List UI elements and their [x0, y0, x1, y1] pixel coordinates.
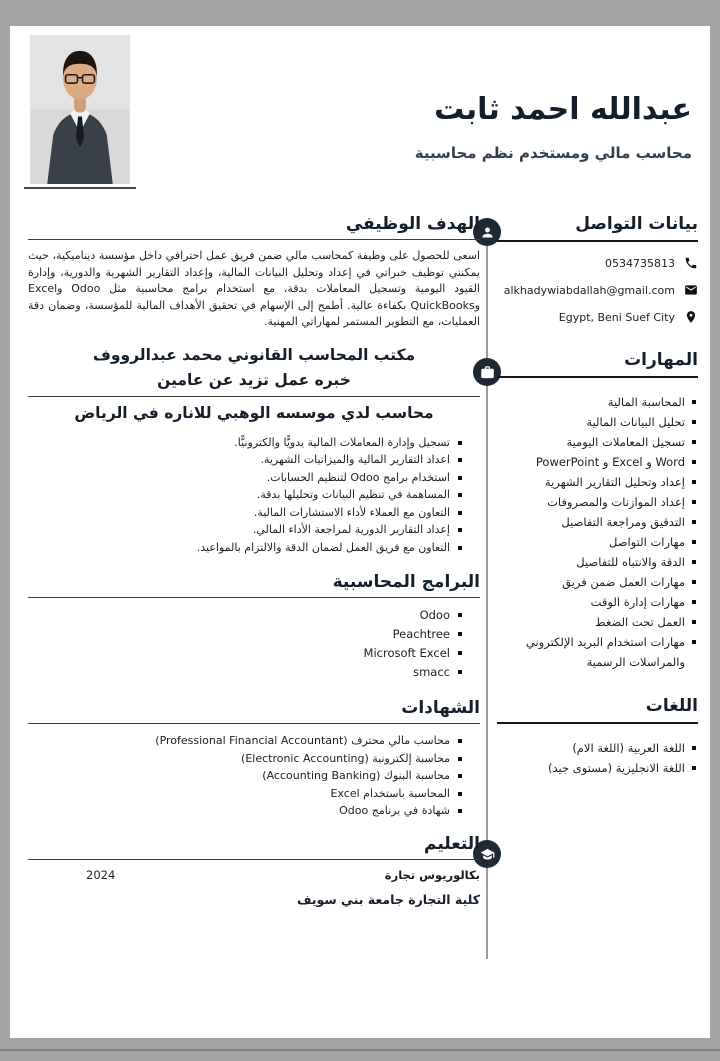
objective-text: اسعى للحصول على وظيفة كمحاسب مالي ضمن فريق عمل احترافي داخل مؤسسة ديناميكية، حيث يمكنني توظيف خبراتي في إعداد وتحليل البيانات المالية، وإعداد التقارير الشهرية والدورية، وإدارة القيود اليومية وتسجيل المعاملات بدقة، مع استخدام برامج محاسبية مثل Odoo وExcel وQuickBooks بكفاءة عالية. أطمح إلى الإسهام في تحقيق الأهداف المالية للمؤسسة، وضمان دقة العمليات، مع التطوير المستمر لمهاراتي المهنية. [28, 249, 480, 328]
languages-section [497, 696, 698, 778]
skills-title: المهارات [497, 350, 698, 378]
language-item: اللغة العربية (اللغة الام) [497, 738, 698, 758]
contact-section [497, 214, 698, 324]
skill-item: تسجيل المعاملات اليومية [497, 432, 698, 452]
skill-item: إعداد وتحليل التقارير الشهرية [497, 472, 698, 492]
page-title: عبدالله احمد ثابت [434, 92, 692, 127]
certificates-section [28, 698, 480, 820]
certificates-title: الشهادات [401, 698, 480, 718]
experience-item: التعاون مع العملاء لأداء الاستشارات المالية. [28, 504, 462, 522]
phone-value[interactable]: 0534735813 [605, 256, 675, 270]
section-divider [28, 239, 480, 240]
education-school: كلية التجارة جامعة بني سويف [296, 891, 480, 907]
experience-item: تسجيل وإدارة المعاملات المالية يدويًّا والكترونيًّا. [28, 434, 462, 452]
location-row [497, 310, 698, 324]
languages-list [497, 738, 698, 778]
experience-item: اعداد التقارير المالية والميزانيات الشهرية. [28, 451, 462, 469]
programs-section [28, 572, 480, 682]
skill-item: مهارات استخدام البريد الإلكتروني والمراسلات الرسمية [497, 632, 698, 672]
skill-item: تحليل البيانات المالية [497, 412, 698, 432]
education-year: 2024 [86, 867, 116, 882]
phone-row [497, 256, 698, 270]
job-title: محاسب مالي ومستخدم نظم محاسبية [414, 144, 692, 162]
map-pin-icon [684, 310, 698, 324]
main-column [28, 214, 480, 907]
envelope-icon [684, 283, 698, 297]
languages-title: اللغات [497, 696, 698, 724]
skill-item: الدقة والانتباه للتفاصيل [497, 552, 698, 572]
email-row [497, 283, 698, 297]
certificate-item: محاسبة إلكترونية (Electronic Accounting) [28, 750, 462, 768]
email-value[interactable]: alkhadywiabdallah@gmail.com [503, 283, 675, 297]
section-divider [28, 597, 480, 598]
certificate-item: محاسب مالي محترف (Professional Financial Accountant) [28, 732, 462, 750]
experience-role: محاسب لدي موسسه الوهبي للاناره في الرياض [74, 403, 434, 422]
skills-section [497, 350, 698, 672]
sidebar [497, 214, 698, 802]
experience-item: المساهمة في تنظيم البيانات وتحليلها بدقة. [28, 486, 462, 504]
language-item: اللغة الانجليزية (مستوى جيد) [497, 758, 698, 778]
program-item: Peachtree [28, 625, 462, 644]
programs-title: البرامج المحاسبية [332, 572, 480, 592]
programs-list [28, 606, 480, 682]
certificates-list [28, 732, 480, 820]
skills-list [497, 392, 698, 672]
certificate-item: محاسبة البنوك (Accounting Banking) [28, 767, 462, 785]
skill-item: مهارات التواصل [497, 532, 698, 552]
section-divider [28, 859, 480, 860]
education-degree: بكالوريوس تجارة [384, 867, 480, 882]
program-item: smacc [28, 663, 462, 682]
education-title: التعليم [424, 833, 480, 854]
header-divider [24, 187, 136, 189]
experience-section [28, 343, 480, 557]
experience-employer: مكتب المحاسب القانوني محمد عبدالرووف [92, 345, 416, 364]
skill-item: العمل تحت الضغط [497, 612, 698, 632]
section-divider [28, 723, 480, 724]
objective-title: الهدف الوظيفي [345, 214, 480, 234]
contact-title: بيانات التواصل [497, 214, 698, 242]
experience-item: التعاون مع فريق العمل لضمان الدقة والالتزام بالمواعيد. [28, 539, 462, 557]
skill-item: المحاسبة المالية [497, 392, 698, 412]
skill-item: مهارات إدارة الوقت [497, 592, 698, 612]
resume-page [10, 26, 710, 1038]
program-item: Microsoft Excel [28, 644, 462, 663]
experience-list [28, 434, 480, 557]
certificate-item: المحاسبة باستخدام Excel [28, 785, 462, 803]
program-item: Odoo [28, 606, 462, 625]
skill-item: التدقيق ومراجعة التفاصيل [497, 512, 698, 532]
location-value: Egypt, Beni Suef City [558, 310, 675, 324]
experience-item: إعداد التقارير الدورية لمراجعة الأداء المالي. [28, 521, 462, 539]
portrait-illustration [30, 35, 130, 184]
skill-item: مهارات العمل ضمن فريق [497, 572, 698, 592]
timeline [486, 222, 488, 959]
education-degree-row [28, 868, 480, 882]
phone-icon [684, 256, 698, 270]
viewer-bottom-edge [0, 1049, 720, 1051]
education-section [28, 834, 480, 907]
profile-photo [30, 35, 130, 184]
skill-item: إعداد الموازنات والمصروفات [497, 492, 698, 512]
certificate-item: شهادة في برنامج Odoo [28, 802, 462, 820]
skill-item: Word و Excel و PowerPoint [497, 452, 698, 472]
experience-item: استخدام برامج Odoo لتنظيم الحسابات. [28, 469, 462, 487]
experience-duration: خبره عمل تزيد عن عامين [28, 368, 480, 397]
objective-section [28, 214, 480, 331]
